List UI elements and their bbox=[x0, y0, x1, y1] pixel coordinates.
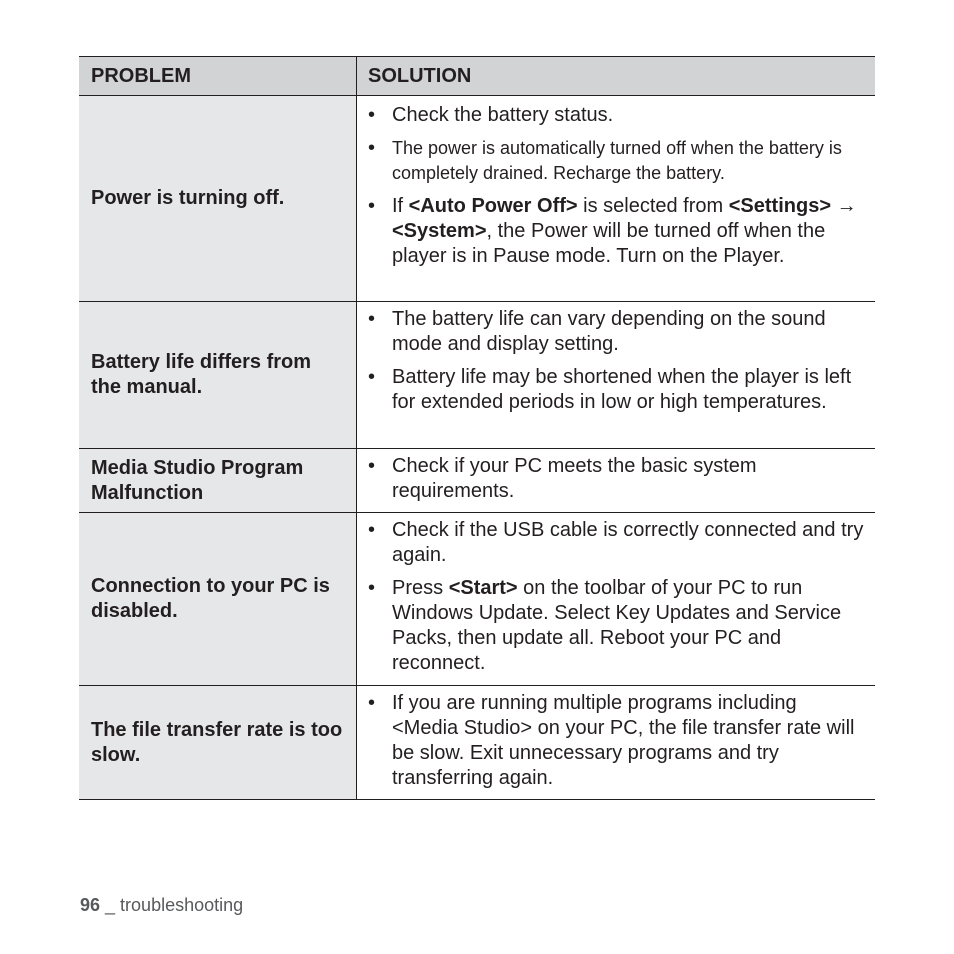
page-number: 96 bbox=[80, 895, 101, 915]
bullet-icon: • bbox=[368, 455, 376, 477]
solution-item: • Check if your PC meets the basic system requirements. bbox=[368, 455, 757, 502]
solution-cell bbox=[357, 449, 875, 512]
table-row bbox=[79, 96, 875, 302]
solution-item: • Check the battery status. bbox=[368, 104, 614, 126]
bullet-icon: • bbox=[368, 519, 376, 541]
footer-separator: _ bbox=[100, 895, 121, 915]
problem-cell: Media Studio Program Malfunction bbox=[79, 449, 357, 512]
solution-item: • Press <Start> on the toolbar of your PC to run Windows Update. Select Key Updates and Service Packs, then update all. Reboot your PC and reconnect. bbox=[368, 577, 842, 674]
bullet-icon: • bbox=[368, 104, 376, 126]
section-name: troubleshooting bbox=[120, 895, 244, 915]
table-row bbox=[79, 513, 875, 686]
bullet-icon: • bbox=[368, 577, 376, 599]
header-problem: PROBLEM bbox=[79, 57, 357, 95]
table-row bbox=[79, 686, 875, 800]
problem-cell: The file transfer rate is too slow. bbox=[79, 686, 357, 799]
header-solution: SOLUTION bbox=[357, 57, 875, 95]
solution-cell bbox=[357, 302, 875, 448]
bullet-icon: • bbox=[368, 195, 376, 217]
solution-item: • If you are running multiple programs including <Media Studio> on your PC, the file transfer rate will be slow. Exit unnecessary programs and try transferring again. bbox=[368, 692, 855, 789]
bullet-icon: • bbox=[368, 137, 376, 159]
bullet-icon: • bbox=[368, 366, 376, 388]
bullet-icon: • bbox=[368, 692, 376, 714]
solution-cell bbox=[357, 513, 875, 685]
solution-cell bbox=[357, 686, 875, 799]
table-row bbox=[79, 302, 875, 449]
troubleshooting-table bbox=[79, 56, 875, 800]
solution-cell bbox=[357, 96, 875, 301]
table-row bbox=[79, 449, 875, 513]
solution-item: • Check if the USB cable is correctly connected and try again. bbox=[368, 519, 864, 566]
menu-label: <Settings> bbox=[728, 195, 832, 217]
solution-item: • Battery life may be shortened when the player is left for extended periods in low or high temperatures. bbox=[368, 366, 852, 413]
solution-item: • If <Auto Power Off> is selected from <Settings> → <System>, the Power will be turned off when the player is in Pause mode. Turn on the Player. bbox=[368, 195, 857, 267]
menu-label: <Auto Power Off> bbox=[408, 195, 578, 217]
solution-item: • The power is automatically turned off when the battery is completely drained. Recharge the battery. bbox=[368, 137, 842, 183]
table-header-row bbox=[79, 57, 875, 96]
bullet-icon: • bbox=[368, 308, 376, 330]
solution-item: • The battery life can vary depending on the sound mode and display setting. bbox=[368, 308, 826, 355]
menu-label: <Start> bbox=[448, 577, 518, 599]
menu-label: <System> bbox=[392, 220, 487, 242]
page-footer bbox=[80, 895, 243, 916]
problem-cell: Power is turning off. bbox=[79, 96, 357, 301]
problem-cell: Connection to your PC is disabled. bbox=[79, 513, 357, 685]
problem-cell: Battery life differs from the manual. bbox=[79, 302, 357, 448]
